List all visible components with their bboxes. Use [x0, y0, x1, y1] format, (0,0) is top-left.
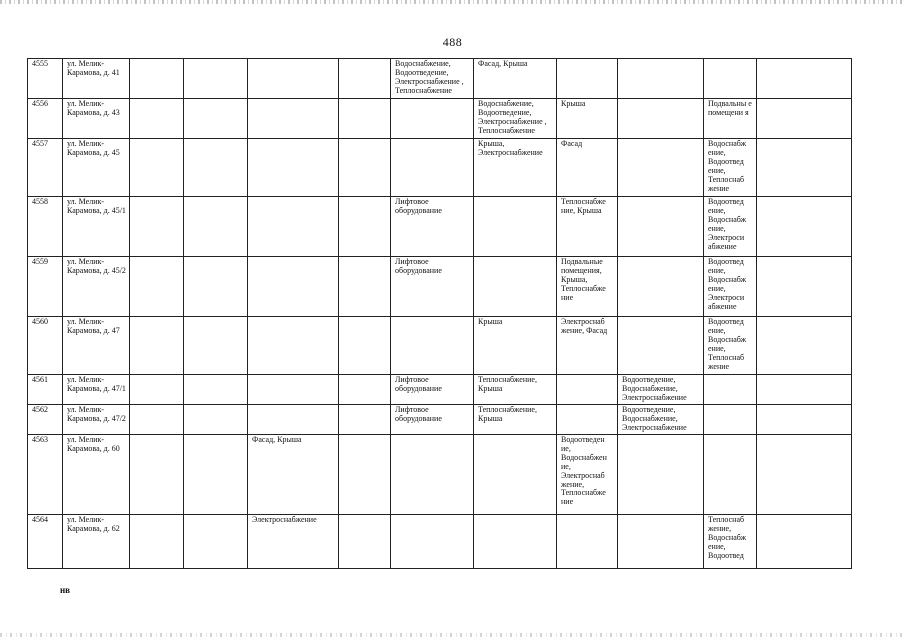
row-number-cell: 4563: [28, 435, 63, 515]
row-number-cell: 4558: [28, 197, 63, 257]
work-type-cell: Электроснаб жение, Фасад: [557, 317, 618, 375]
work-type-cell: [339, 257, 391, 317]
work-type-cell: [184, 317, 248, 375]
work-type-cell: [391, 317, 474, 375]
table-row: [28, 197, 852, 257]
work-type-cell: Водоотвед ение, Водоснабж ение, Электроси абжение: [704, 197, 757, 257]
table-row: [28, 59, 852, 99]
work-type-cell: [391, 515, 474, 569]
work-type-cell: [339, 515, 391, 569]
work-type-cell: [184, 59, 248, 99]
work-type-cell: [618, 139, 704, 197]
address-cell: ул. Мелик-Карамова, д. 47/1: [63, 375, 130, 405]
work-type-cell: [757, 435, 852, 515]
work-type-cell: Водоотвед ение, Водоснабж ение, Теплоснаб жение: [704, 317, 757, 375]
work-type-cell: [757, 139, 852, 197]
work-type-cell: Теплоснаб жение, Водоснабж ение, Водоотвед: [704, 515, 757, 569]
work-type-cell: [184, 197, 248, 257]
work-type-cell: [391, 435, 474, 515]
work-type-cell: Подвальные помещения, Крыша, Теплоснабже ние: [557, 257, 618, 317]
table-row: [28, 257, 852, 317]
work-type-cell: Подвальны е помещени я: [704, 99, 757, 139]
table-body: [28, 59, 852, 569]
work-type-cell: [757, 257, 852, 317]
work-type-cell: [130, 59, 184, 99]
work-type-cell: [130, 99, 184, 139]
work-type-cell: [184, 375, 248, 405]
work-type-cell: [248, 59, 339, 99]
work-type-cell: Крыша: [474, 317, 557, 375]
work-type-cell: [130, 257, 184, 317]
work-type-cell: [757, 99, 852, 139]
repair-schedule-table: [27, 58, 852, 569]
work-type-cell: [130, 197, 184, 257]
work-type-cell: [339, 99, 391, 139]
work-type-cell: [757, 197, 852, 257]
work-type-cell: Теплоснабжение, Крыша: [474, 375, 557, 405]
work-type-cell: [704, 375, 757, 405]
work-type-cell: [474, 515, 557, 569]
address-cell: ул. Мелик-Карамова, д. 60: [63, 435, 130, 515]
work-type-cell: [130, 435, 184, 515]
work-type-cell: Теплоснабже ние, Крыша: [557, 197, 618, 257]
work-type-cell: Водоотведение, Водоснабжение, Электроснабжение: [618, 405, 704, 435]
work-type-cell: [704, 435, 757, 515]
table-row: [28, 139, 852, 197]
work-type-cell: Водоснабжение, Водоотведение, Электроснабжение , Теплоснабжение: [391, 59, 474, 99]
table-row: [28, 99, 852, 139]
table-row: [28, 405, 852, 435]
work-type-cell: Теплоснабжение, Крыша: [474, 405, 557, 435]
work-type-cell: [474, 197, 557, 257]
work-type-cell: Водоснабж ение, Водоотвед ение, Теплоснаб жение: [704, 139, 757, 197]
work-type-cell: [184, 515, 248, 569]
work-type-cell: Водоснабжение, Водоотведение, Электроснабжение , Теплоснабжение: [474, 99, 557, 139]
row-number-cell: 4564: [28, 515, 63, 569]
work-type-cell: [130, 317, 184, 375]
work-type-cell: [618, 197, 704, 257]
work-type-cell: [757, 405, 852, 435]
work-type-cell: Лифтовое оборудование: [391, 257, 474, 317]
work-type-cell: [618, 99, 704, 139]
work-type-cell: [184, 405, 248, 435]
address-cell: ул. Мелик-Карамова, д. 43: [63, 99, 130, 139]
work-type-cell: [339, 197, 391, 257]
work-type-cell: Лифтовое оборудование: [391, 375, 474, 405]
work-type-cell: [557, 405, 618, 435]
work-type-cell: [184, 257, 248, 317]
work-type-cell: [130, 375, 184, 405]
row-number-cell: 4562: [28, 405, 63, 435]
work-type-cell: [557, 375, 618, 405]
work-type-cell: [248, 99, 339, 139]
work-type-cell: [339, 405, 391, 435]
work-type-cell: [757, 317, 852, 375]
work-type-cell: [339, 317, 391, 375]
scan-edge-bottom: [0, 633, 905, 637]
work-type-cell: Водоотвед ение, Водоснабж ение, Электроси абжение: [704, 257, 757, 317]
work-type-cell: Фасад, Крыша: [248, 435, 339, 515]
work-type-cell: Лифтовое оборудование: [391, 197, 474, 257]
work-type-cell: [757, 515, 852, 569]
row-number-cell: 4557: [28, 139, 63, 197]
work-type-cell: Электроснабжение: [248, 515, 339, 569]
row-number-cell: 4561: [28, 375, 63, 405]
table-row: [28, 515, 852, 569]
work-type-cell: [474, 435, 557, 515]
work-type-cell: [391, 99, 474, 139]
row-number-cell: 4556: [28, 99, 63, 139]
address-cell: ул. Мелик-Карамова, д. 45/1: [63, 197, 130, 257]
page-number: 488: [442, 35, 463, 49]
work-type-cell: [757, 59, 852, 99]
work-type-cell: [339, 139, 391, 197]
work-type-cell: [618, 257, 704, 317]
work-type-cell: [339, 59, 391, 99]
row-number-cell: 4555: [28, 59, 63, 99]
work-type-cell: [474, 257, 557, 317]
work-type-cell: [248, 375, 339, 405]
work-type-cell: [339, 435, 391, 515]
work-type-cell: [248, 197, 339, 257]
work-type-cell: [618, 435, 704, 515]
work-type-cell: Фасад: [557, 139, 618, 197]
footnote-mark: нв: [60, 585, 71, 595]
address-cell: ул. Мелик-Карамова, д. 45: [63, 139, 130, 197]
row-number-cell: 4559: [28, 257, 63, 317]
work-type-cell: [130, 139, 184, 197]
address-cell: ул. Мелик-Карамова, д. 62: [63, 515, 130, 569]
work-type-cell: [618, 317, 704, 375]
work-type-cell: [757, 375, 852, 405]
table-row: [28, 317, 852, 375]
address-cell: ул. Мелик-Карамова, д. 47/2: [63, 405, 130, 435]
work-type-cell: [248, 257, 339, 317]
address-cell: ул. Мелик-Карамова, д. 45/2: [63, 257, 130, 317]
work-type-cell: Водоотведение, Водоснабжение, Электроснабжение: [618, 375, 704, 405]
table-row: [28, 375, 852, 405]
work-type-cell: [248, 405, 339, 435]
work-type-cell: Водоотведен ие, Водоснабжен ие, Электроснаб жение, Теплоснабже ние: [557, 435, 618, 515]
work-type-cell: Фасад, Крыша: [474, 59, 557, 99]
table-row: [28, 435, 852, 515]
work-type-cell: [557, 59, 618, 99]
work-type-cell: [339, 375, 391, 405]
work-type-cell: Крыша, Электроснабжение: [474, 139, 557, 197]
work-type-cell: Лифтовое оборудование: [391, 405, 474, 435]
address-cell: ул. Мелик-Карамова, д. 41: [63, 59, 130, 99]
work-type-cell: [184, 99, 248, 139]
work-type-cell: [618, 515, 704, 569]
work-type-cell: [248, 139, 339, 197]
work-type-cell: [184, 435, 248, 515]
work-type-cell: [391, 139, 474, 197]
work-type-cell: [248, 317, 339, 375]
scan-edge-top: [0, 0, 905, 4]
work-type-cell: Крыша: [557, 99, 618, 139]
work-type-cell: [704, 405, 757, 435]
work-type-cell: [184, 139, 248, 197]
work-type-cell: [130, 405, 184, 435]
work-type-cell: [704, 59, 757, 99]
work-type-cell: [618, 59, 704, 99]
row-number-cell: 4560: [28, 317, 63, 375]
address-cell: ул. Мелик-Карамова, д. 47: [63, 317, 130, 375]
work-type-cell: [557, 515, 618, 569]
work-type-cell: [130, 515, 184, 569]
